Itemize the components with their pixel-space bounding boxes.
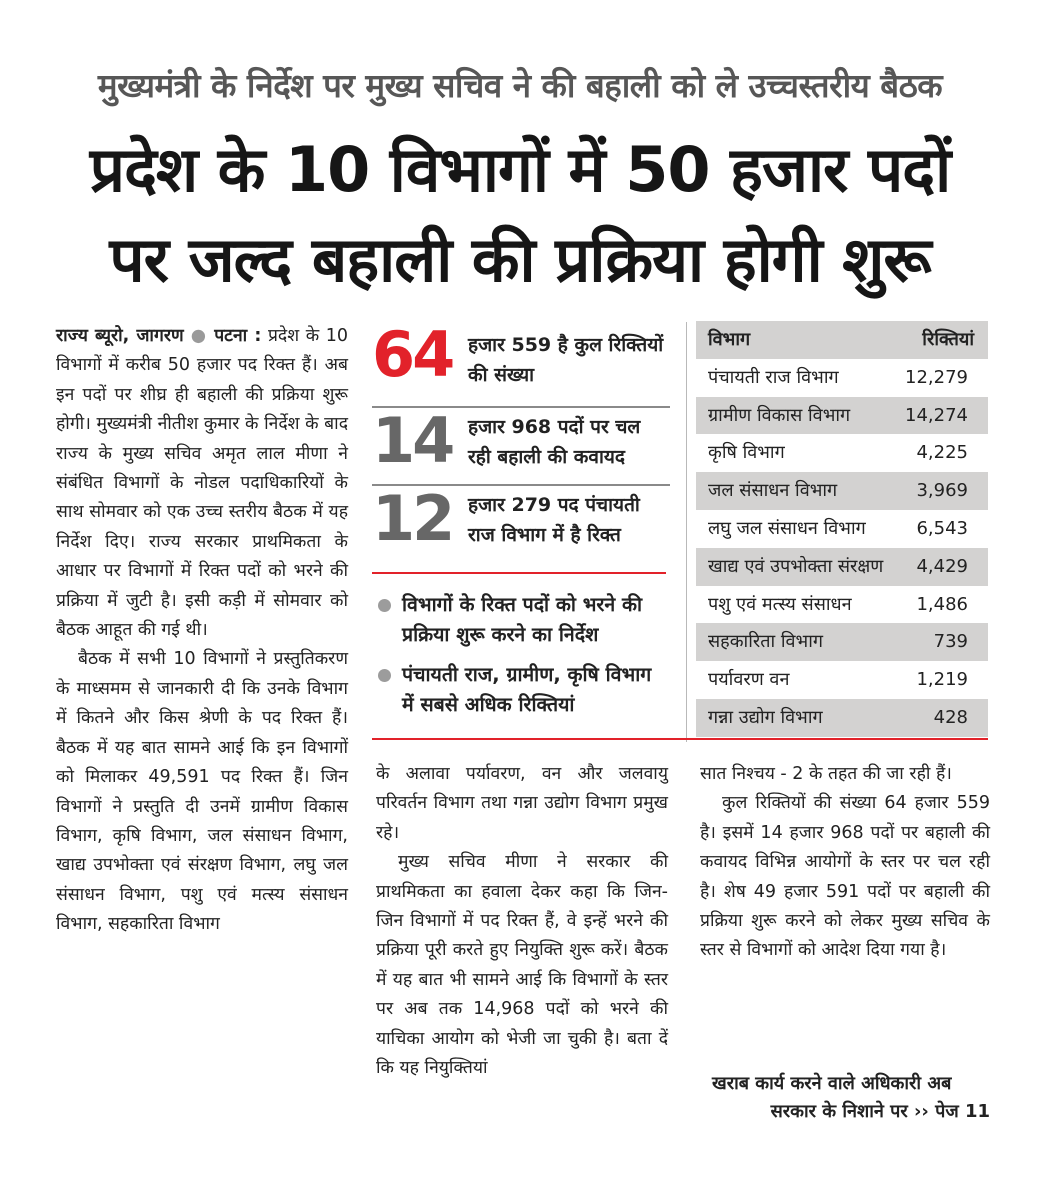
dateline-separator: : <box>254 326 262 346</box>
stat-number: 64 <box>372 318 453 391</box>
highlight-bullet-2 <box>378 660 668 720</box>
kicker-headline: मुख्यमंत्री के निर्देश पर मुख्य सचिव ने की बहाली को ले उच्चस्तरीय बैठक <box>97 66 943 105</box>
red-section-divider <box>372 738 988 740</box>
vacancy-table <box>696 321 988 737</box>
main-headline <box>40 125 1000 305</box>
dateline <box>56 326 261 346</box>
table-cell-dept: पर्यावरण वन <box>708 669 790 691</box>
stat-label: हजार 559 है कुल रिक्तियों की संख्या <box>468 334 664 386</box>
bullet-dot-icon: ● <box>190 326 208 346</box>
table-cell-vacancies: 428 <box>933 706 968 728</box>
column-divider <box>686 322 687 742</box>
table-row <box>696 434 988 472</box>
table-cell-vacancies: 14,274 <box>905 404 968 426</box>
table-cell-vacancies: 12,279 <box>905 366 968 388</box>
article-column-3 <box>700 760 990 966</box>
table-cell-vacancies: 4,225 <box>916 442 968 464</box>
table-cell-vacancies: 3,969 <box>916 480 968 502</box>
stat-label: हजार 968 पदों पर चल रही बहाली की कवायद <box>468 416 641 468</box>
stat-box-1 <box>372 318 670 406</box>
article-paragraph-4: मुख्य सचिव मीणा ने सरकार की प्राथमिकता का हवाला देकर कहा कि जिन-जिन विभागों में पद रिक्त हैं, वे इन्हें भरने की प्रक्रिया पूरी करते हुए नियुक्ति शुरू करें। बैठक में यह बात भी सामने आई कि विभागों के स्तर पर अब तक 14,968 पदों को भरने की याचिका आयोग को भेजी जा चुकी है। बता दें कि यह नियुक्तियां <box>376 852 668 1079</box>
highlight-bullet-1 <box>378 590 668 650</box>
page-teaser <box>700 1070 990 1126</box>
article-paragraph-1 <box>56 322 348 645</box>
stat-box-3 <box>372 484 670 564</box>
article-paragraph-3: के अलावा पर्यावरण, वन और जलवायु परिवर्तन विभाग तथा गन्ना उद्योग विभाग प्रमुख रहे। <box>376 764 668 843</box>
dateline-place: पटना <box>214 326 248 346</box>
table-row <box>696 359 988 397</box>
table-cell-dept: ग्रामीण विकास विभाग <box>708 404 851 426</box>
table-cell-vacancies: 1,486 <box>916 593 968 615</box>
table-cell-vacancies: 1,219 <box>916 669 968 691</box>
table-cell-dept: खाद्य एवं उपभोक्ता संरक्षण <box>708 555 884 577</box>
table-cell-dept: लघु जल संसाधन विभाग <box>708 517 866 539</box>
dateline-bureau: राज्य ब्यूरो, जागरण <box>56 326 184 346</box>
table-row <box>696 548 988 586</box>
table-header-vacancies: रिक्तियां <box>922 329 974 350</box>
bullet-dot-icon <box>378 669 391 682</box>
headline-line-2: पर जल्द बहाली की प्रक्रिया होगी शुरू <box>109 223 931 296</box>
article-column-2 <box>376 760 668 1083</box>
table-row <box>696 397 988 435</box>
table-header-dept: विभाग <box>708 329 751 350</box>
article-paragraph-2: बैठक में सभी 10 विभागों ने प्रस्तुतिकरण के माध्समम से जानकारी दी कि उनके विभाग में कितने और किस श्रेणी के पद रिक्त हैं। बैठक में यह बात सामने आई कि इन विभागों को मिलाकर 49,591 पद रिक्त हैं। जिन विभागों ने प्रस्तुति दी उनमें ग्रामीण विकास विभाग, कृषि विभाग, जल संसाधन विभाग, खाद्य उपभोक्ता एवं संरक्षण विभाग, लघु जल संसाधन विभाग, पशु एवं मत्स्य संसाधन विभाग, सहकारिता विभाग <box>56 649 348 935</box>
stat-number: 12 <box>372 482 453 555</box>
table-row <box>696 699 988 737</box>
table-row <box>696 661 988 699</box>
table-cell-vacancies: 6,543 <box>916 517 968 539</box>
table-cell-dept: पंचायती राज विभाग <box>708 366 839 388</box>
table-row <box>696 510 988 548</box>
table-cell-dept: पशु एवं मत्स्य संसाधन <box>708 593 852 615</box>
table-header-row <box>696 321 988 359</box>
article-paragraph-1-text: प्रदेश के 10 विभागों में करीब 50 हजार पद रिक्त हैं। अब इन पदों पर शीघ्र ही बहाली की प्रक्रिया शुरू होगी। मुख्यमंत्री नीतीश कुमार के निर्देश के बाद राज्य के मुख्य सचिव अमृत लाल मीणा ने संबंधित विभागों के नोडल पदाधिकारियों के साथ सोमवार को एक उच्च स्तरीय बैठक में यह निर्देश दिए। राज्य सरकार प्राथमिकता के आधार पर विभागों में रिक्त पदों को भरने की प्रक्रिया में जुटी है। इसी कड़ी में सोमवार को बैठक आहूत की गई थी। <box>56 326 348 641</box>
table-cell-dept: कृषि विभाग <box>708 442 785 464</box>
red-divider <box>372 572 666 574</box>
bullet-dot-icon <box>378 599 391 612</box>
table-cell-dept: सहकारिता विभाग <box>708 631 823 653</box>
article-column-1 <box>56 322 348 940</box>
table-row <box>696 472 988 510</box>
article-paragraph-5: सात निश्चय - 2 के तहत की जा रही हैं। <box>700 764 952 784</box>
headline-line-1: प्रदेश के 10 विभागों में 50 हजार पदों <box>89 133 951 206</box>
table-row <box>696 586 988 624</box>
highlight-text: विभागों के रिक्त पदों को भरने की प्रक्रिया शुरू करने का निर्देश <box>402 593 643 646</box>
stat-box-2 <box>372 406 670 486</box>
table-cell-vacancies: 739 <box>933 631 968 653</box>
teaser-line-2: सरकार के निशाने पर ›› पेज 11 <box>770 1101 990 1122</box>
stat-number: 14 <box>372 404 453 477</box>
table-row <box>696 623 988 661</box>
table-cell-dept: जल संसाधन विभाग <box>708 480 838 502</box>
table-cell-dept: गन्ना उद्योग विभाग <box>708 706 823 728</box>
teaser-line-1: खराब कार्य करने वाले अधिकारी अब <box>712 1073 952 1094</box>
article-paragraph-6: कुल रिक्तियों की संख्या 64 हजार 559 है। इसमें 14 हजार 968 पदों पर बहाली की कवायद विभिन्न आयोगों के स्तर पर चल रही है। शेष 49 हजार 591 पदों पर बहाली की प्रक्रिया शुरू करने को लेकर मुख्य सचिव के स्तर से विभागों को आदेश दिया गया है। <box>700 793 990 961</box>
table-cell-vacancies: 4,429 <box>916 555 968 577</box>
highlight-text: पंचायती राज, ग्रामीण, कृषि विभाग में सबसे अधिक रिक्तियां <box>402 663 652 716</box>
stat-label: हजार 279 पद पंचायती राज विभाग में है रिक्त <box>468 494 640 546</box>
